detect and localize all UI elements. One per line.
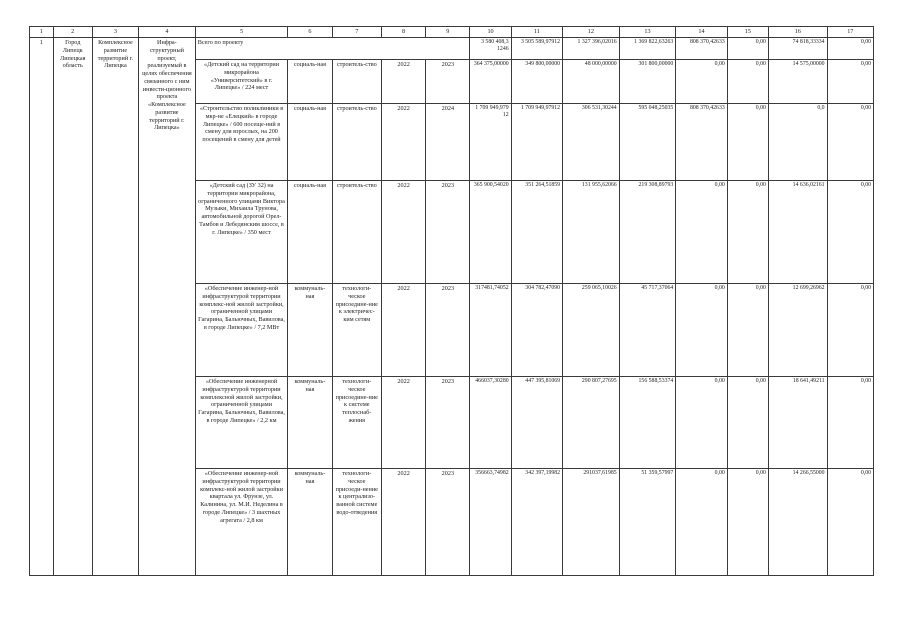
value-c13: 51 359,57997: [619, 469, 676, 576]
object-sphere: социаль-ная: [288, 60, 332, 104]
value-c10: 317481,74052: [470, 284, 511, 377]
value-c10: 364 375,00000: [470, 60, 511, 104]
total-c12: 1 327 396,02016: [563, 38, 620, 60]
object-kind: технологи-ческое присоедине-ние к системе теплоснаб-жения: [332, 377, 381, 469]
value-c11: 304 782,47090: [511, 284, 562, 377]
header-row: [30, 27, 874, 38]
value-c14: 0,00: [676, 60, 727, 104]
value-c14: 808 370,42633: [676, 104, 727, 181]
header-cell: 16: [768, 27, 827, 38]
data-table: [29, 26, 874, 576]
start-year: 2022: [381, 104, 425, 181]
header-cell: 13: [619, 27, 676, 38]
value-c10: 466037,30280: [470, 377, 511, 469]
header-cell: 12: [563, 27, 620, 38]
total-c14: 808 370,42633: [676, 38, 727, 60]
total-c17: 0,00: [827, 38, 873, 60]
object-kind: технологи-ческое присоедине-ние к электричес-ким сетям: [332, 284, 381, 377]
value-c12: 306 531,30244: [563, 104, 620, 181]
value-c13: 45 717,37064: [619, 284, 676, 377]
value-c16: 0,0: [768, 104, 827, 181]
total-c11: 3 505 589,97912: [511, 38, 562, 60]
value-c16: 12 699,26962: [768, 284, 827, 377]
value-c15: 0,00: [727, 181, 768, 284]
project-type-cell: Инфра-структурный проект, реализуемый в целях обеспечения связанного с ним инвести-ционного проекта «Комплексное развитие территорий г. Липецка»: [139, 38, 196, 576]
value-c10: 356663,74982: [470, 469, 511, 576]
value-c12: 48 000,00000: [563, 60, 620, 104]
header-cell: 15: [727, 27, 768, 38]
object-kind: строитель-ство: [332, 60, 381, 104]
table-row-total: [30, 38, 874, 60]
value-c17: 0,00: [827, 377, 873, 469]
value-c11: 447 395,81069: [511, 377, 562, 469]
object-sphere: коммуналь-ная: [288, 469, 332, 576]
header-cell: 7: [332, 27, 381, 38]
end-year: 2023: [426, 377, 470, 469]
value-c12: 259 065,10026: [563, 284, 620, 377]
end-year: 2023: [426, 284, 470, 377]
header-cell: 2: [53, 27, 92, 38]
value-c13: 595 048,25035: [619, 104, 676, 181]
value-c13: 156 588,53374: [619, 377, 676, 469]
object-sphere: социаль-ная: [288, 104, 332, 181]
value-c16: 14 266,55000: [768, 469, 827, 576]
object-sphere: коммуналь-ная: [288, 377, 332, 469]
total-c13: 1 369 822,63263: [619, 38, 676, 60]
value-c12: 131 955,62066: [563, 181, 620, 284]
value-c15: 0,00: [727, 60, 768, 104]
object-name: «Обеспечение инженерной инфраструктурой территории комплексной жилой застройки, ограниченной улицами Гагарина, Бальючных, Вавилова, в городе Липецке» / 2,2 км: [195, 377, 288, 469]
header-cell: 5: [195, 27, 288, 38]
header-cell: 10: [470, 27, 511, 38]
start-year: 2022: [381, 284, 425, 377]
value-c17: 0,00: [827, 181, 873, 284]
object-kind: строитель-ство: [332, 181, 381, 284]
start-year: 2022: [381, 469, 425, 576]
value-c11: 342 397,19982: [511, 469, 562, 576]
value-c14: 0,00: [676, 181, 727, 284]
object-name: «Обеспечение инженер-ной инфраструктурой территории комплекс-ной жилой застройки квартала ул. Фрунзе, ул. Калинина, ул. М.И. Неделина в городе Липецке» / 3 шахтных агрегата / 2,8 км: [195, 469, 288, 576]
object-kind: строитель-ство: [332, 104, 381, 181]
header-cell: 11: [511, 27, 562, 38]
value-c16: 14 636,02161: [768, 181, 827, 284]
total-label: Всего по проекту: [195, 38, 470, 60]
header-cell: 6: [288, 27, 332, 38]
header-cell: 17: [827, 27, 873, 38]
header-cell: 9: [426, 27, 470, 38]
object-kind: технологи-ческое присоеди-нение к централизо-ванной системе водо-отведения: [332, 469, 381, 576]
value-c16: 14 575,00000: [768, 60, 827, 104]
value-c17: 0,00: [827, 104, 873, 181]
value-c13: 219 308,89793: [619, 181, 676, 284]
value-c17: 0,00: [827, 469, 873, 576]
end-year: 2023: [426, 469, 470, 576]
object-sphere: коммуналь-ная: [288, 284, 332, 377]
value-c15: 0,00: [727, 104, 768, 181]
object-name: «Строительство поликлиники в мкр-не «Елецкий» в городе Липецке» / 600 посеще-ний в смену для взрослых, на 200 посещений в смену для детей: [195, 104, 288, 181]
header-cell: 14: [676, 27, 727, 38]
value-c10: 365 900,54020: [470, 181, 511, 284]
value-c11: 349 800,00000: [511, 60, 562, 104]
value-c16: 18 641,49211: [768, 377, 827, 469]
program-cell: Комплексное развитие территорий г. Липецка: [92, 38, 138, 576]
value-c14: 0,00: [676, 377, 727, 469]
start-year: 2022: [381, 377, 425, 469]
value-c11: 351 264,51859: [511, 181, 562, 284]
object-sphere: социаль-ная: [288, 181, 332, 284]
total-c10: 3 580 408,3 1246: [470, 38, 511, 60]
value-c17: 0,00: [827, 284, 873, 377]
value-c14: 0,00: [676, 284, 727, 377]
end-year: 2024: [426, 104, 470, 181]
total-c16: 74 818,33334: [768, 38, 827, 60]
row-number: 1: [30, 38, 54, 576]
object-name: «Обеспечение инженер-ной инфраструктурой территории комплекс-ной жилой застройки, ограниченной улицами Гагарина, Бальючных, Вавилова, в городе Липецке» / 7,2 МВт: [195, 284, 288, 377]
locality-cell: Город Липецк Липецкая область: [53, 38, 92, 576]
start-year: 2022: [381, 181, 425, 284]
header-cell: 4: [139, 27, 196, 38]
start-year: 2022: [381, 60, 425, 104]
value-c12: 291037,61985: [563, 469, 620, 576]
value-c14: 0,00: [676, 469, 727, 576]
value-c17: 0,00: [827, 60, 873, 104]
value-c15: 0,00: [727, 377, 768, 469]
value-c15: 0,00: [727, 284, 768, 377]
total-c15: 0,00: [727, 38, 768, 60]
value-c10: 1 709 949,979 12: [470, 104, 511, 181]
end-year: 2023: [426, 181, 470, 284]
end-year: 2023: [426, 60, 470, 104]
value-c15: 0,00: [727, 469, 768, 576]
header-cell: 3: [92, 27, 138, 38]
header-cell: 1: [30, 27, 54, 38]
header-cell: 8: [381, 27, 425, 38]
value-c13: 301 800,00000: [619, 60, 676, 104]
value-c11: 1 709 949,97912: [511, 104, 562, 181]
object-name: «Детский сад на территории микрорайона «Университетский» в г. Липецке» / 224 мест: [195, 60, 288, 104]
object-name: «Детский сад (ЗУ 32) на территории микрорайона, ограниченного улицами Виктора Музыки, Михаила Трунова, автомобильной дорогой Орел-Тамбов и Лебедянским шоссе, в г. Липецке» / 350 мест: [195, 181, 288, 284]
value-c12: 290 807,27695: [563, 377, 620, 469]
